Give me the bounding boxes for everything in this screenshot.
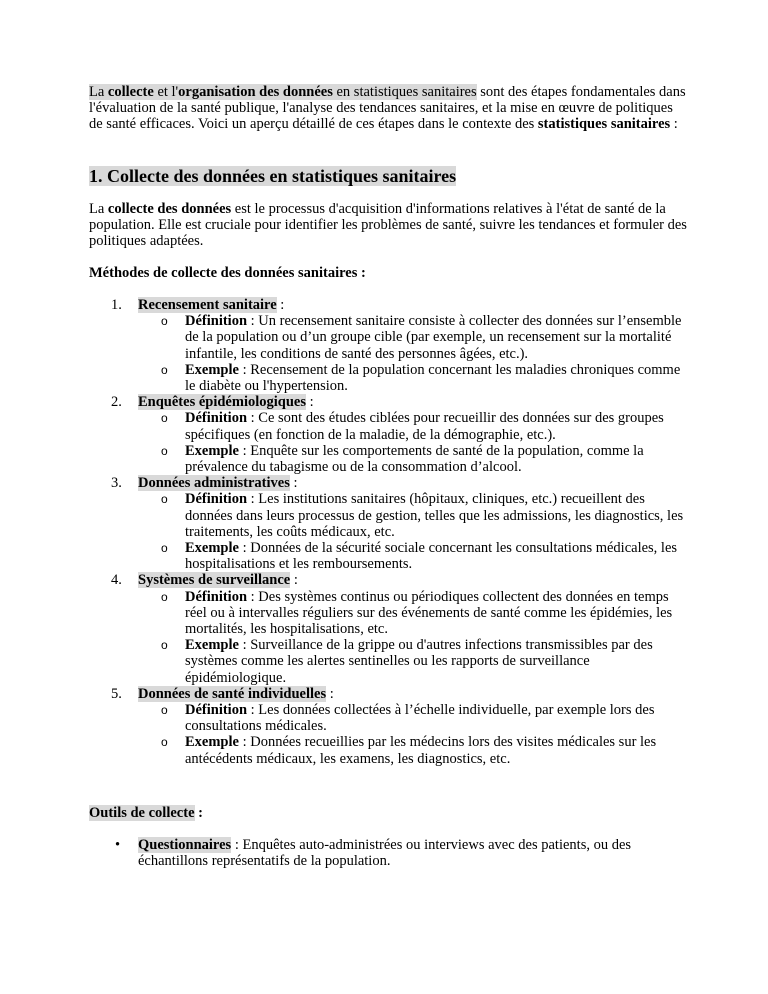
method-title: Données de santé individuelles — [138, 685, 327, 702]
list-number: 4. — [111, 572, 122, 589]
sub-bullet: o — [161, 638, 168, 653]
example-item: o Exemple : Enquête sur les comportements de santé de la population, comme la prévalence du tabagisme ou de la consommation d’alcool. — [161, 442, 644, 476]
sub-bullet: o — [161, 589, 168, 604]
sub-bullet: o — [161, 703, 168, 718]
section-heading: 1. Collecte des données en statistiques sanitaires — [89, 166, 457, 186]
method-title: Systèmes de surveillance — [138, 572, 291, 589]
definition-item: o Définition : Des systèmes continus ou périodiques collectent des données en temps réel ou à intervalles réguliers sur des événements de santé comme les épidémies, les mortalités, les hospitalisations, etc. — [161, 588, 673, 638]
method-title: Recensement sanitaire — [138, 297, 277, 313]
methods-list — [89, 297, 689, 767]
sub-bullet: o — [161, 362, 168, 377]
sub-bullet: o — [161, 411, 168, 426]
definition-item: o Définition : Les institutions sanitaires (hôpitaux, cliniques, etc.) recueillent des données dans leurs processus de gestion, telles que les admissions, les diagnostics, les traitements, les coûts médicaux, etc. — [161, 491, 684, 540]
intro-highlight: La collecte et l'organisation des données en statistiques sanitaires — [89, 84, 477, 100]
definition-item: o Définition : Les données collectées à l’échelle individuelle, par exemple lors des consultations médicales. — [161, 702, 655, 735]
tools-heading: Outils de collecte : — [89, 805, 203, 821]
example-item: o Exemple : Recensement de la population concernant les maladies chroniques comme le diabète ou l'hypertension. — [161, 361, 681, 395]
example-item: o Exemple : Données de la sécurité sociale concernant les consultations médicales, les hospitalisations et les remboursements. — [161, 540, 678, 573]
list-number: 3. — [111, 475, 122, 492]
definition-item: o Définition : Un recensement sanitaire consiste à collecter des données sur l’ensemble de la population ou d’un groupe cible (par exemple, un recensement sur la mortalité infantile, les conditions de santé des personnes âgées, etc.). — [161, 313, 682, 362]
list-number: 1. — [111, 297, 122, 313]
methods-heading: Méthodes de collecte des données sanitaires : — [89, 265, 366, 281]
tools-list — [89, 837, 689, 869]
example-item: o Exemple : Données recueillies par les médecins lors des visites médicales sur les antécédents médicaux, les examens, les diagnostics, etc. — [161, 734, 657, 767]
example-item: o Exemple : Surveillance de la grippe ou d'autres infections transmissibles par des systèmes comme les alertes sentinelles ou les rapports de surveillance épidémiologique. — [161, 637, 653, 686]
sub-bullet: o — [161, 541, 168, 556]
method-title: Données administratives — [138, 475, 290, 492]
method-title: Enquêtes épidémiologiques — [138, 394, 306, 411]
method-item: 5. Données de santé individuelles : o Définition : Les données collectées à l’échelle individuelle, par exemple lors des consultations médicales. o Exemple : Données recueillies par les médecins lors des visites médicales sur les antécédents médicaux, les examens, les diagnostics, etc. — [89, 686, 689, 767]
method-item: 4. Systèmes de surveillance : o Définition : Des systèmes continus ou périodiques collectent des données en temps réel ou à intervalles réguliers sur des événements de santé comme les épidémies, les mortalités, les hospitalisations, etc. o Exemple : Surveillance de la grippe ou d'autres infections transmissibles par des systèmes comme les alertes sentinelles ou les rapports de surveillance épidémiologique. — [89, 572, 689, 685]
tool-item: • Questionnaires : Enquêtes auto-administrées ou interviews avec des patients, ou des échantillons représentatifs de la population. — [115, 837, 632, 870]
bullet: • — [115, 837, 121, 853]
method-item: 3. Données administratives : o Définition : Les institutions sanitaires (hôpitaux, cliniques, etc.) recueillent des données dans leurs processus de gestion, telles que les admissions, les diagnostics, les traitements, les coûts médicaux, etc. o Exemple : Données de la sécurité sociale concernant les consultations médicales, les hospitalisations et les remboursements. — [89, 475, 689, 572]
section-intro-paragraph: La collecte des données est le processus d'acquisition d'informations relatives à l'état de santé de la population. Elle est cruciale pour identifier les problèmes de santé, suivre les tendances et formuler des politiques adaptées. — [89, 201, 687, 250]
definition-item: o Définition : Ce sont des études ciblées pour recueillir des données sur des groupes spécifiques (en fonction de la maladie, de la démographie, etc.). — [161, 410, 664, 443]
method-item: 2. Enquêtes épidémiologiques : o Définition : Ce sont des études ciblées pour recueillir des données sur des groupes spécifiques (en fonction de la maladie, de la démographie, etc.). o Exemple : Enquête sur les comportements de santé de la population, comme la prévalence du tabagisme ou de la consommation d’alcool. — [89, 394, 689, 475]
tool-title: Questionnaires — [138, 837, 232, 853]
sub-bullet: o — [161, 443, 168, 458]
list-number: 5. — [111, 685, 122, 702]
list-number: 2. — [111, 394, 122, 411]
sub-bullet: o — [161, 735, 168, 750]
sub-bullet: o — [161, 492, 168, 507]
method-item: 1. Recensement sanitaire : o Définition : Un recensement sanitaire consiste à collecter des données sur l’ensemble de la population ou d’un groupe cible (par exemple, un recensement sur la mortalité infantile, les conditions de santé des personnes âgées, etc.). o Exemple : Recensement de la population concernant les maladies chroniques comme le diabète ou l'hypertension. — [89, 297, 689, 394]
intro-paragraph: La collecte et l'organisation des données en statistiques sanitaires sont des étapes fondamentales dans l'évaluation de la santé publique, l'analyse des tendances sanitaires, et la mise en œuvre de politiques de santé efficaces. Voici un aperçu détaillé de ces étapes dans le contexte des statistiques sanitaires : — [89, 84, 686, 133]
sub-bullet: o — [161, 314, 168, 329]
